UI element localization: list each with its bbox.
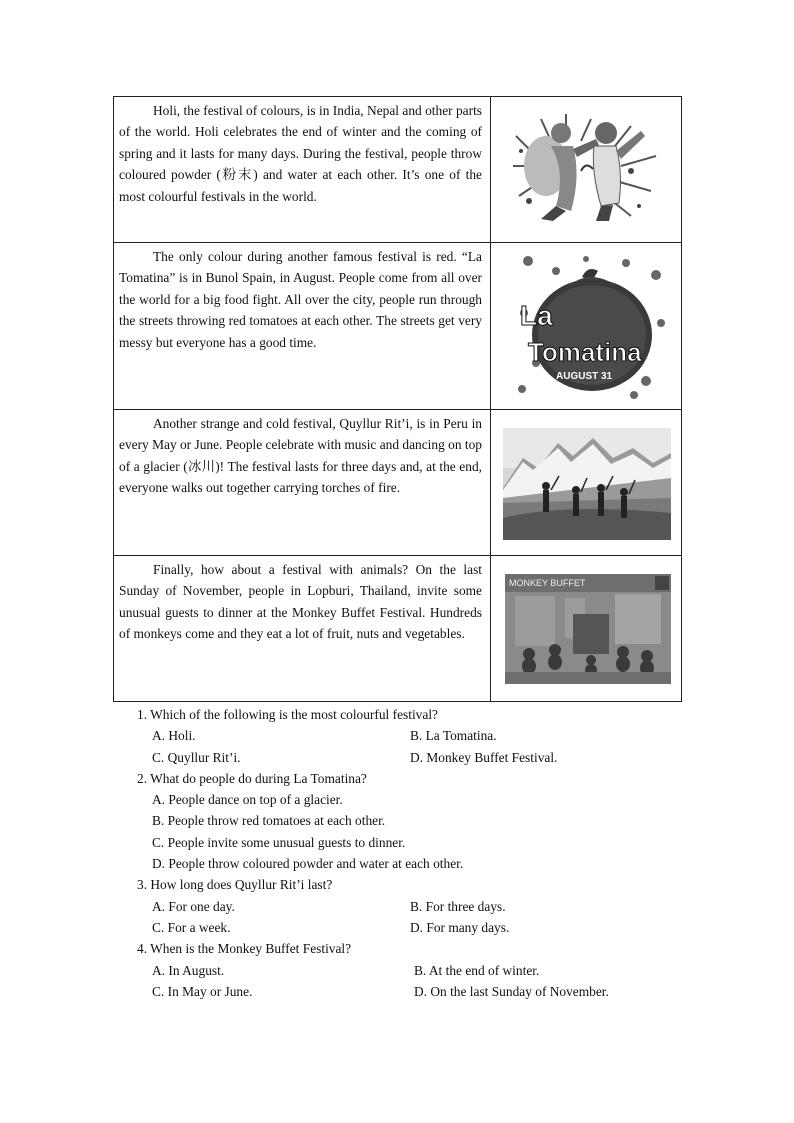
text-cell [114, 556, 491, 702]
option-b: B. La Tomatina. [410, 728, 497, 744]
passage-holi: Holi, the festival of colours, is in India, Nepal and other parts of the world. Holi celebrates the end of winter and the coming of spring and it lasts for many days. During the festival, people throw coloured powder (粉末) and water at each other. It’s one of the most colourful festivals in the world. [119, 103, 482, 204]
option-group [137, 960, 677, 1003]
question-stem: 1. Which of the following is the most colourful festival? [137, 707, 438, 722]
option-c: C. For a week. [152, 919, 231, 935]
option-b: B. People throw red tomatoes at each other. [152, 813, 386, 829]
option-a: A. People dance on top of a glacier. [152, 792, 343, 808]
option-group [137, 789, 677, 874]
option-d: D. For many days. [410, 919, 510, 935]
option-c: C. In May or June. [152, 983, 253, 999]
option-a: A. In August. [152, 962, 225, 978]
question-list [137, 704, 677, 1002]
passage-tomatina: The only colour during another famous festival is red. “La Tomatina” is in Bunol Spain, in August. People come from all over the world for a big food fight. All over the city, people run through the streets throwing red tomatoes at each other. The streets get very messy but everyone has a good time. [119, 249, 482, 350]
text-cell [114, 410, 491, 556]
monkey-buffet-poster [505, 574, 671, 684]
option-group [137, 725, 677, 768]
tomatina-date: AUGUST 31 [556, 371, 613, 382]
question-stem: 4. When is the Monkey Buffet Festival? [137, 941, 352, 957]
question-stem: 2. What do people do during La Tomatina? [137, 770, 367, 786]
image-cell [491, 556, 682, 702]
option-a: A. For one day. [152, 898, 235, 914]
option-d: D. On the last Sunday of November. [414, 983, 609, 999]
table-row [114, 556, 682, 702]
text-cell [114, 97, 491, 243]
table-row [114, 243, 682, 410]
passage-monkey: Finally, how about a festival with animals? On the last Sunday of November, people in Lopburi, Thailand, invite some unusual guests to dinner at the Monkey Buffet Festival. Hundreds of monkeys come and they eat a lot of fruit, nuts and vegetables. [119, 562, 482, 642]
text-cell [114, 243, 491, 410]
tomatina-poster [516, 253, 666, 399]
option-c: C. People invite some unusual guests to dinner. [152, 834, 406, 850]
option-a: A. Holi. [152, 728, 196, 744]
question-stem: 3. How long does Quyllur Rit’i last? [137, 877, 333, 893]
holi-illustration [511, 111, 661, 223]
passage-quyllur: Another strange and cold festival, Quyllur Rit’i, is in Peru in every May or June. People celebrate with music and dancing on top of a glacier (冰川)! The festival lasts for three days and, at the end, everyone walks out together carrying torches of fire. [119, 416, 482, 496]
option-d: D. People throw coloured powder and water at each other. [152, 856, 464, 872]
table-row [114, 97, 682, 243]
image-cell [491, 243, 682, 410]
option-b: B. At the end of winter. [414, 962, 540, 978]
option-d: D. Monkey Buffet Festival. [410, 749, 558, 765]
glacier-photo [503, 428, 671, 540]
option-b: B. For three days. [410, 898, 506, 914]
image-cell [491, 410, 682, 556]
table-row [114, 410, 682, 556]
image-cell [491, 97, 682, 243]
monkey-poster-title: MONKEY BUFFET [509, 578, 586, 588]
tomatina-title-la: La [520, 300, 553, 331]
tomatina-title-word: Tomatina [528, 337, 642, 367]
option-group [137, 896, 677, 939]
option-c: C. Quyllur Rit’i. [152, 749, 241, 765]
festival-table [113, 96, 682, 702]
